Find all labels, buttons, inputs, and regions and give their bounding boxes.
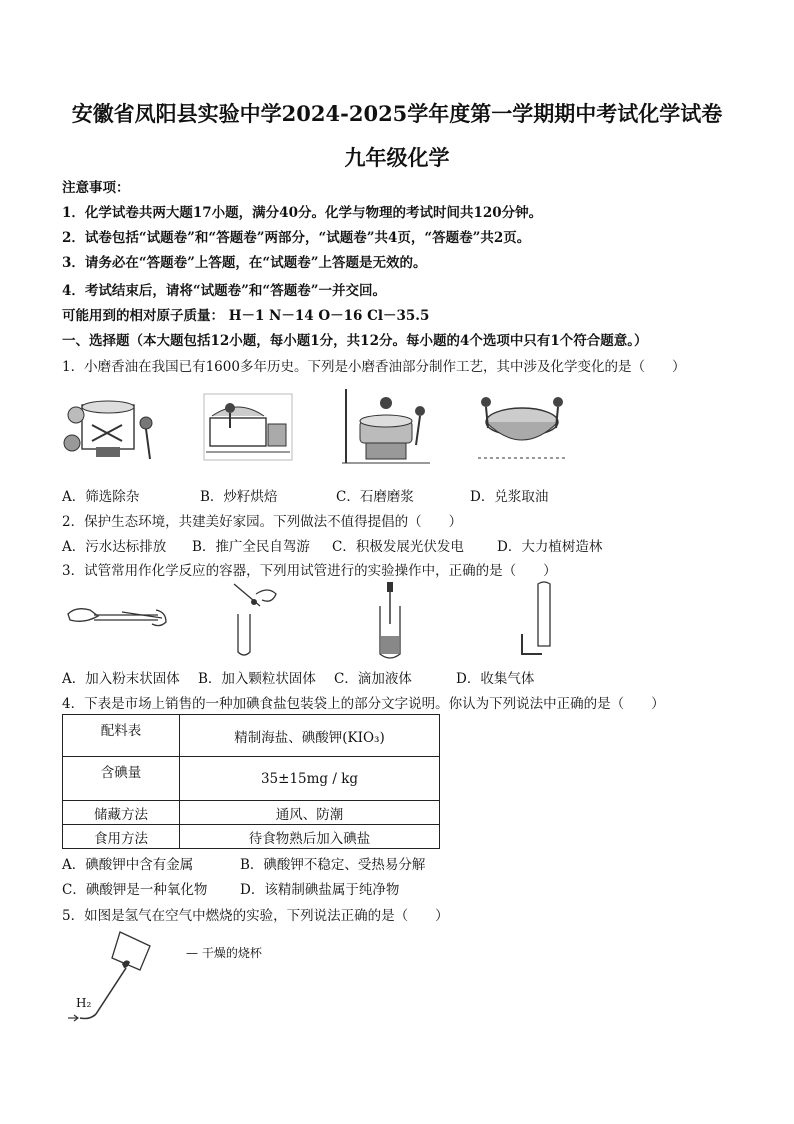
q5-stem: 5．如图是氢气在空气中燃烧的实验，下列说法正确的是（ ）	[62, 908, 449, 924]
table-row	[63, 825, 440, 849]
table-cell: 待食物熟后加入碘盐	[180, 825, 440, 849]
q1-image-d	[474, 388, 570, 466]
q3-image-b	[226, 580, 286, 660]
q2-option-a: A．污水达标排放	[62, 539, 167, 555]
q3-option-b: B．加入颗粒状固体	[198, 671, 316, 687]
table-row	[63, 801, 440, 825]
note-item-1: 1．化学试卷共两大题17小题，满分40分。化学与物理的考试时间共120分钟。	[62, 205, 543, 221]
q4-option-b: B．碘酸钾不稳定、受热易分解	[240, 857, 426, 873]
note-item-4: 4．考试结束后，请将“试题卷”和“答题卷”一并交回。	[62, 283, 386, 299]
q5-gas-label: H₂	[76, 996, 92, 1010]
q1-option-c: C．石磨磨浆	[336, 489, 414, 505]
q2-option-d: D．大力植树造林	[497, 539, 603, 555]
q3-option-a: A．加入粉末状固体	[62, 671, 180, 687]
q1-option-a: A．筛选除杂	[62, 489, 140, 505]
q4-option-d: D．该精制碘盐属于纯净物	[240, 882, 400, 898]
q4-stem: 4．下表是市场上销售的一种加碘食盐包装袋上的部分文字说明。你认为下列说法中正确的是（ ）	[62, 696, 665, 712]
page-subtitle: 九年级化学	[344, 145, 450, 170]
table-row	[63, 757, 440, 801]
q4-option-a: A．碘酸钾中含有金属	[62, 857, 194, 873]
q3-option-d: D．收集气体	[456, 671, 535, 687]
page-title: 安徽省凤阳县实验中学2024-2025学年度第一学期期中考试化学试卷	[71, 101, 723, 126]
q2-stem: 2．保护生态环境，共建美好家园。下列做法不值得提倡的（ ）	[62, 514, 463, 530]
table-cell: 储藏方法	[63, 801, 180, 825]
note-item-2: 2．试卷包括“试题卷”和“答题卷”两部分，“试题卷”共4页，“答题卷”共2页。	[62, 230, 531, 246]
q1-image-c	[338, 385, 434, 467]
q1-option-d: D．兑浆取油	[470, 489, 549, 505]
q2-option-b: B．推广全民自驾游	[192, 539, 310, 555]
q1-option-b: B．炒籽烘焙	[200, 489, 278, 505]
q3-option-c: C．滴加液体	[334, 671, 412, 687]
q3-image-d	[512, 580, 562, 660]
salt-label-table	[62, 714, 440, 849]
q3-image-a	[62, 596, 172, 636]
table-row	[63, 715, 440, 757]
q5-beaker-label: — 干燥的烧杯	[186, 946, 262, 960]
note-item-3: 3．请务必在“答题卷”上答题，在“试题卷”上答题是无效的。	[62, 255, 427, 271]
table-cell: 通风、防潮	[180, 801, 440, 825]
table-cell: 35±15mg / kg	[180, 757, 440, 801]
table-cell: 食用方法	[63, 825, 180, 849]
q3-image-c	[370, 580, 410, 662]
q3-stem: 3．试管常用作化学反应的容器，下列用试管进行的实验操作中，正确的是（ ）	[62, 563, 557, 579]
notes-heading: 注意事项：	[62, 180, 130, 196]
q4-option-c: C．碘酸钾是一种氧化物	[62, 882, 208, 898]
q1-image-a	[62, 385, 158, 465]
table-cell: 含碘量	[63, 757, 180, 801]
q2-option-c: C．积极发展光伏发电	[332, 539, 464, 555]
beaker-label-text: 干燥的烧杯	[201, 946, 262, 960]
section-heading: 一、选择题（本大题包括12小题，每小题1分，共12分。每小题的4个选项中只有1个符合题意。）	[62, 333, 648, 349]
table-cell: 配料表	[63, 715, 180, 757]
q1-stem: 1．小磨香油在我国已有1600多年历史。下列是小磨香油部分制作工艺，其中涉及化学变化的是（ ）	[62, 359, 686, 375]
table-cell: 精制海盐、碘酸钾(KIO₃)	[180, 715, 440, 757]
q1-image-b	[200, 388, 296, 466]
atomic-mass-line: 可能用到的相对原子质量： H－1 N－14 O－16 Cl－35.5	[62, 308, 430, 324]
